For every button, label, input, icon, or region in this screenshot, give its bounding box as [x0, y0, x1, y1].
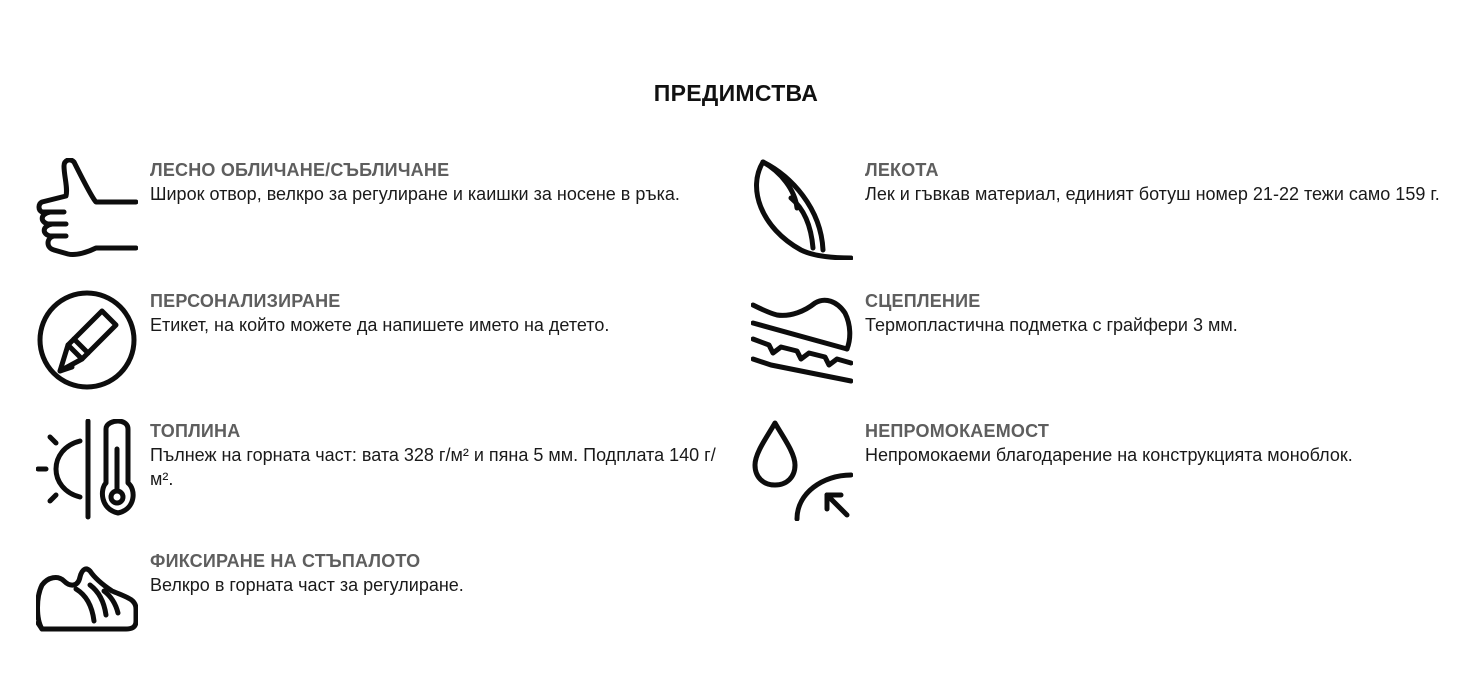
cleated-sole-icon	[751, 289, 853, 391]
feature-title: ФИКСИРАНЕ НА СТЪПАЛОТО	[150, 551, 421, 571]
feature-description: Непромокаеми благодарение на конструкцията моноблок.	[865, 445, 1353, 465]
feature-title: ТОПЛИНА	[150, 421, 241, 441]
pen-in-circle-icon	[36, 289, 138, 391]
feather-icon	[751, 158, 853, 260]
feature-description: Термопластична подметка с грайфери 3 мм.	[865, 315, 1238, 335]
feature-title: ЛЕСНО ОБЛИЧАНЕ/СЪБЛИЧАНЕ	[150, 160, 450, 180]
feature-description: Етикет, на който можете да напишете името на детето.	[150, 315, 610, 335]
thumbs-up-hand-icon	[36, 158, 138, 260]
feature-title: ПЕРСОНАЛИЗИРАНЕ	[150, 291, 341, 311]
sun-thermometer-icon	[36, 419, 138, 521]
page-title: ПРЕДИМСТВА	[653, 80, 819, 106]
feature-title: НЕПРОМОКАЕМОСТ	[865, 421, 1050, 441]
feature-description: Широк отвор, велкро за регулиране и каишки за носене в ръка.	[150, 184, 680, 204]
feature-description: Пълнеж на горната част: вата 328 г/м² и пяна 5 мм. Подплата 140 г/м².	[150, 445, 716, 489]
feature-title: СЦЕПЛЕНИЕ	[865, 291, 981, 311]
feature-description: Лек и гъвкав материал, единият ботуш номер 21-22 тежи само 159 г.	[865, 184, 1440, 204]
feature-description: Велкро в горната част за регулиране.	[150, 575, 464, 595]
shoe-velcro-icon	[36, 549, 138, 651]
water-drop-icon	[751, 419, 853, 521]
feature-title: ЛЕКОТА	[865, 160, 939, 180]
